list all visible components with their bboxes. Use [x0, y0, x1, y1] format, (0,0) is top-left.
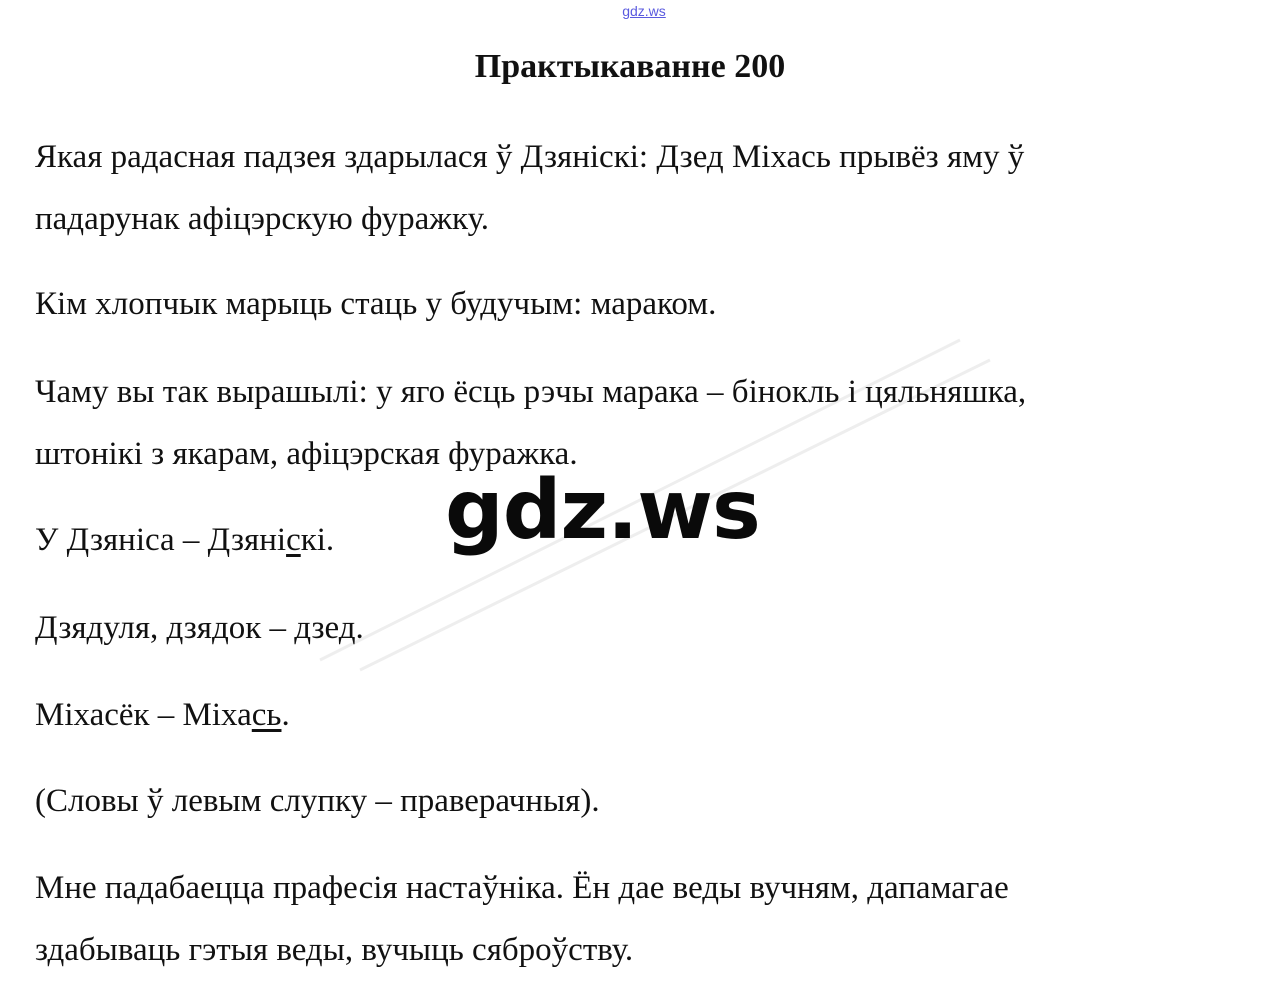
paragraph-line: падарунак афіцэрскую фуражку. — [35, 201, 490, 237]
word-text: кі. — [300, 522, 335, 558]
word-text: . — [281, 697, 290, 733]
paragraph-note — [35, 770, 600, 832]
site-link[interactable]: gdz.ws — [622, 3, 666, 19]
paragraph-mikhas — [35, 684, 290, 746]
paragraph-grandpa — [35, 597, 364, 659]
paragraph-dream — [35, 273, 716, 335]
paragraph-line: здабываць гэтыя веды, вучыць сяброўству. — [35, 932, 634, 968]
underlined-letter: сь — [251, 697, 282, 733]
underlined-letter: с — [286, 522, 301, 558]
underlined-letter: д — [338, 610, 356, 646]
paragraph-line: Мне падабаецца прафесія настаўніка. Ён дае веды вучням, дапамагае — [35, 870, 1009, 906]
paragraph-line: (Словы ў левым слупку – праверачныя). — [35, 783, 600, 819]
word-text: У Дзяніса – Дзяні — [35, 522, 287, 558]
paragraph-teacher — [35, 857, 1009, 981]
page-title: Практыкаванне 200 — [474, 48, 786, 85]
watermark-logo: gdz.ws — [445, 463, 760, 558]
word-text: Дзядуля, дзядок – дзе — [35, 610, 339, 646]
paragraph-line: Кім хлопчык марыць стаць у будучым: мараком. — [35, 286, 717, 322]
word-text: . — [355, 610, 364, 646]
word-text: Міхасёк – Міха — [35, 697, 252, 733]
paragraph-line: штонікі з якарам, афіцэрская фуражка. — [35, 436, 578, 472]
paragraph-line: Якая радасная падзея здарылася ў Дзяніскі: Дзед Міхась прывёз яму ў — [35, 139, 1025, 175]
paragraph-denis — [35, 509, 334, 571]
paragraph-line: Чаму вы так вырашылі: у яго ёсць рэчы марака – бінокль і цяльняшка, — [35, 374, 1027, 410]
paragraph-event — [35, 126, 1024, 250]
